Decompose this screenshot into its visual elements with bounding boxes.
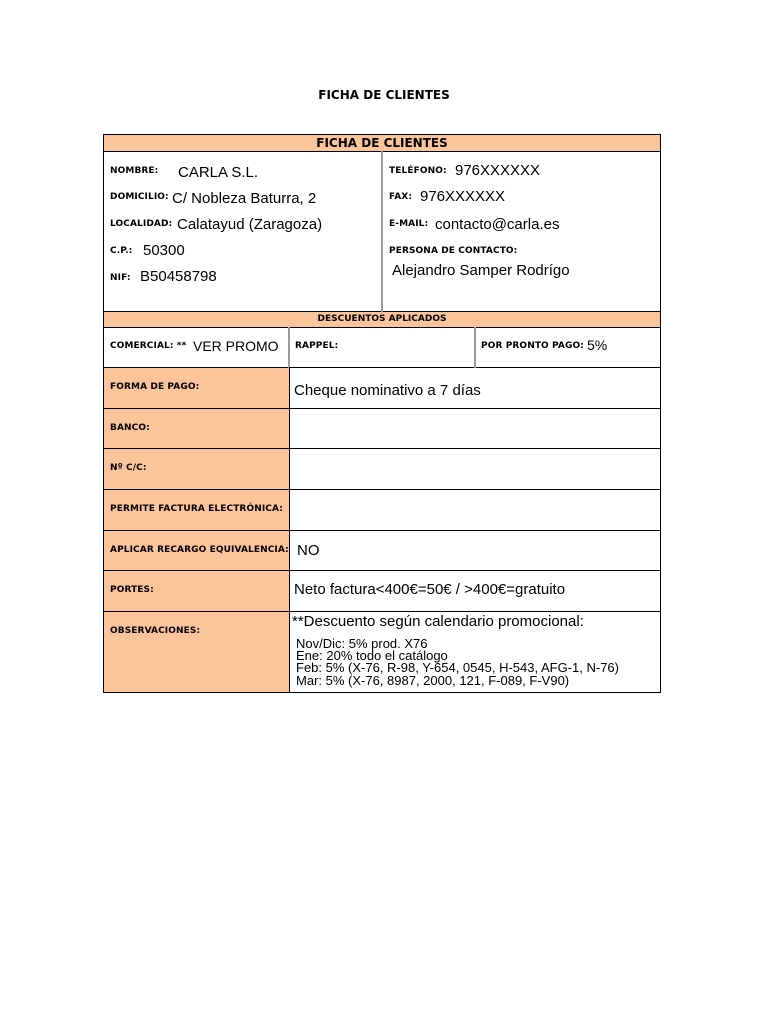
localidad-label: LOCALIDAD: (110, 219, 173, 229)
border-line (103, 327, 661, 328)
telefono-value: 976XXXXXX (455, 162, 541, 179)
forma-pago-value: Cheque nominativo a 7 días (294, 382, 481, 399)
observaciones-line: Nov/Dic: 5% prod. X76 (296, 636, 428, 651)
border-line (103, 489, 661, 490)
cc-label: Nº C/C: (110, 463, 147, 473)
observaciones-line: Feb: 5% (X-76, R-98, Y-654, 0545, H-543, AFG-1, N-76) (296, 660, 619, 675)
nif-value: B50458798 (140, 268, 217, 285)
document-title: FICHA DE CLIENTES (318, 88, 450, 102)
column-divider (288, 327, 290, 368)
domicilio-label: DOMICILIO: (110, 192, 169, 202)
fax-value: 976XXXXXX (420, 188, 506, 205)
border-line (660, 134, 661, 693)
nombre-value: CARLA S.L. (178, 164, 259, 181)
observaciones-line: Ene: 20% todo el catálogo (296, 648, 448, 663)
border-line (103, 408, 661, 409)
factura-electronica-label: PERMITE FACTURA ELECTRÓNICA: (110, 504, 283, 514)
observaciones-line: Mar: 5% (X-76, 8987, 2000, 121, F-089, F-V90) (296, 673, 570, 688)
contacto-value: Alejandro Samper Rodrígo (392, 262, 570, 279)
localidad-value: Calatayud (Zaragoza) (177, 216, 323, 233)
discounts-header (103, 312, 661, 327)
border-line (289, 367, 290, 693)
recargo-equivalencia-value: NO (297, 542, 320, 559)
fax-label: FAX: (389, 192, 413, 202)
telefono-label: TELÉFONO: (389, 166, 447, 176)
border-line (103, 692, 661, 693)
observaciones-label: OBSERVACIONES: (110, 626, 201, 636)
recargo-equivalencia-label: APLICAR RECARGO EQUIVALENCIA: (110, 545, 289, 555)
nombre-label: NOMBRE: (110, 166, 159, 176)
border-line (103, 611, 661, 612)
nif-label: NIF: (110, 273, 131, 283)
portes-label: PORTES: (110, 585, 154, 595)
observaciones-title: **Descuento según calendario promocional: (292, 613, 584, 630)
domicilio-value: C/ Nobleza Baturra, 2 (172, 190, 317, 207)
pronto-pago-value: 5% (587, 337, 608, 353)
border-line (103, 134, 104, 693)
contacto-label: PERSONA DE CONTACTO: (389, 246, 518, 256)
email-label: E-MAIL: (389, 219, 429, 229)
rappel-label: RAPPEL: (295, 341, 339, 351)
border-line (103, 570, 661, 571)
pronto-pago-label: POR PRONTO PAGO: (481, 341, 584, 351)
table-header-label: FICHA DE CLIENTES (316, 136, 448, 150)
discounts-header-label: DESCUENTOS APLICADOS (317, 314, 447, 324)
forma-pago-label: FORMA DE PAGO: (110, 382, 200, 392)
border-line (103, 448, 661, 449)
border-line (103, 134, 661, 135)
table-header (103, 134, 661, 152)
border-line (103, 530, 661, 531)
column-divider (474, 327, 476, 368)
banco-label: BANCO: (110, 423, 150, 433)
border-line (103, 367, 661, 368)
portes-value: Neto factura<400€=50€ / >400€=gratuito (294, 581, 566, 598)
column-divider (381, 151, 383, 312)
cp-label: C.P.: (110, 246, 133, 256)
email-value: contacto@carla.es (435, 216, 560, 233)
comercial-label: COMERCIAL: ** (110, 341, 187, 351)
comercial-value: VER PROMO (193, 338, 279, 354)
cp-value: 50300 (143, 242, 185, 259)
